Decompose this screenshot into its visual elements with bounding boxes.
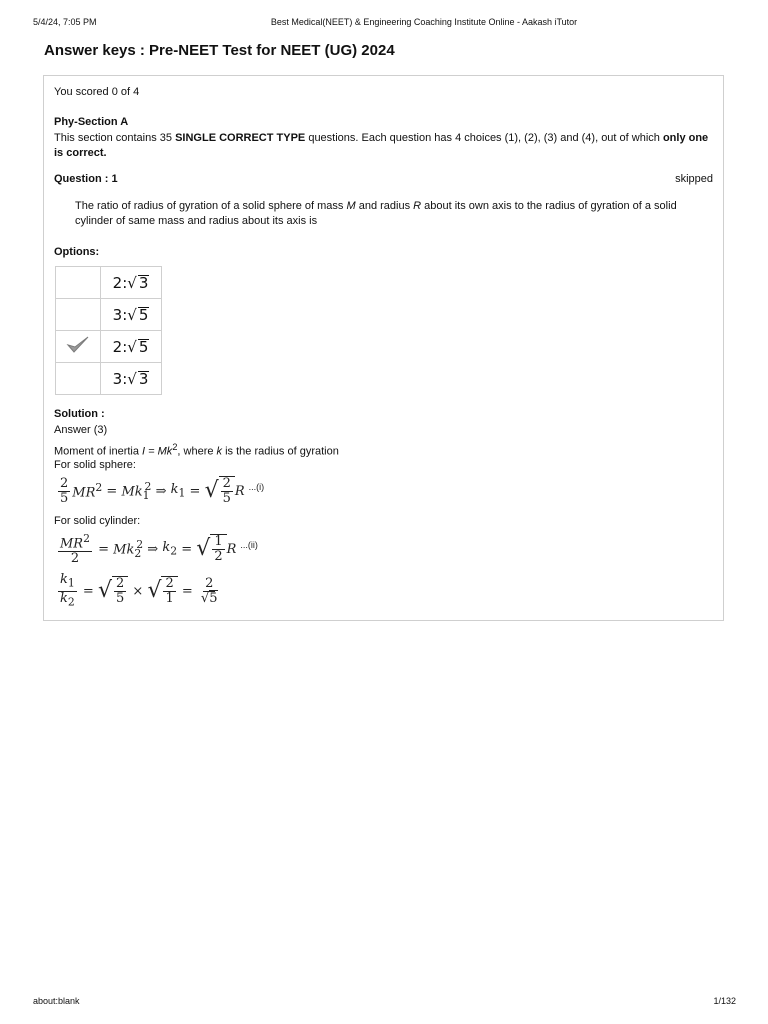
question-var-m: M	[346, 200, 356, 212]
inertia-text: , where	[177, 445, 217, 458]
question-var-r: R	[413, 200, 422, 212]
option-numerator: 3	[112, 369, 123, 388]
inertia-k: k	[216, 445, 223, 458]
option-numerator: 2	[112, 337, 123, 356]
question-text	[75, 199, 715, 229]
option-row	[56, 267, 162, 299]
sqrt-symbol: √	[127, 369, 137, 388]
option-value-4	[101, 363, 162, 395]
option-value-2	[101, 299, 162, 331]
option-mark-cell	[56, 331, 101, 363]
question-text-part: about its own axis to the radius of gyration of a solid cylinder of same mass and radius about its axis is	[75, 200, 677, 227]
sqrt-symbol: √	[127, 273, 137, 292]
option-radicand: 3	[138, 369, 149, 388]
option-radicand: 5	[138, 305, 149, 324]
print-footer-url: about:blank	[33, 996, 80, 1006]
section-desc-emphasis: SINGLE CORRECT TYPE	[175, 132, 306, 144]
option-numerator: 3	[112, 305, 123, 324]
option-mark-cell	[56, 299, 101, 331]
solution-inertia-line	[54, 442, 339, 458]
inertia-formula: I = Mk	[142, 445, 173, 458]
question-label: Question : 1	[54, 173, 118, 185]
option-value-1	[101, 267, 162, 299]
option-numerator: 2	[112, 273, 123, 292]
checkmark-icon	[66, 334, 90, 356]
cylinder-label: For solid cylinder:	[54, 515, 141, 527]
equation-tag-ii: ...(ii)	[240, 540, 258, 551]
answer-card	[43, 75, 724, 621]
page-title: Answer keys : Pre-NEET Test for NEET (UG) 2024	[44, 42, 395, 59]
option-row	[56, 363, 162, 395]
option-value-3	[101, 331, 162, 363]
print-window-title: Best Medical(NEET) & Engineering Coaching Institute Online - Aakash iTutor	[270, 17, 578, 27]
question-text-part: The ratio of radius of gyration of a solid sphere of mass	[75, 200, 347, 212]
sphere-label: For solid sphere:	[54, 459, 136, 471]
sqrt-symbol: √	[127, 305, 137, 324]
option-mark-cell	[56, 267, 101, 299]
option-ratio-colon: :	[122, 305, 128, 324]
ratio-equation: $\frac{k_1}{k_2}$ = √ $\frac{2}{5}$ × √ $\frac{2}{1}$ = $\frac{2}{√5}$	[60, 572, 218, 609]
option-radicand: 5	[138, 337, 149, 356]
option-row	[56, 331, 162, 363]
question-text-part: and radius	[355, 200, 414, 212]
inertia-exponent: 2	[172, 442, 178, 452]
option-ratio-colon: :	[122, 273, 128, 292]
inertia-text: Moment of inertia	[54, 445, 143, 458]
options-label: Options:	[54, 246, 100, 258]
option-row	[56, 299, 162, 331]
inertia-text: is the radius of gyration	[222, 445, 339, 458]
solution-answer: Answer (3)	[54, 424, 108, 436]
question-status: skipped	[675, 173, 713, 185]
section-title: Phy-Section A	[54, 116, 129, 128]
option-ratio-colon: :	[122, 369, 128, 388]
sphere-equation: $\frac{2}{5}$ $MR^2$ = $Mk_1^2$ ⇒ $k_1$ = √ $\frac{2}{5}$ R ...(i)	[60, 475, 265, 506]
equation-tag-i: ...(i)	[248, 482, 265, 492]
print-datetime: 5/4/24, 7:05 PM	[33, 17, 97, 27]
section-desc-emphasis-2: only one is correct.	[54, 132, 709, 159]
sqrt-symbol: √	[127, 337, 137, 356]
cylinder-equation: $\frac{MR^2}{2}$ = $Mk_2^2$ ⇒ $k_2$ = √ $\frac{1}{2}$ R ...(ii)	[60, 532, 258, 567]
section-description	[54, 131, 714, 161]
options-table	[55, 266, 162, 395]
solution-label: Solution :	[54, 408, 105, 420]
option-radicand: 3	[138, 273, 149, 292]
option-mark-cell	[56, 363, 101, 395]
score-text: You scored 0 of 4	[54, 86, 140, 98]
print-footer-page: 1/132	[713, 996, 736, 1006]
option-ratio-colon: :	[122, 337, 128, 356]
section-desc-text: This section contains 35	[54, 132, 176, 144]
section-desc-text-2: questions. Each question has 4 choices (1), (2), (3) and (4), out of which	[305, 132, 663, 144]
